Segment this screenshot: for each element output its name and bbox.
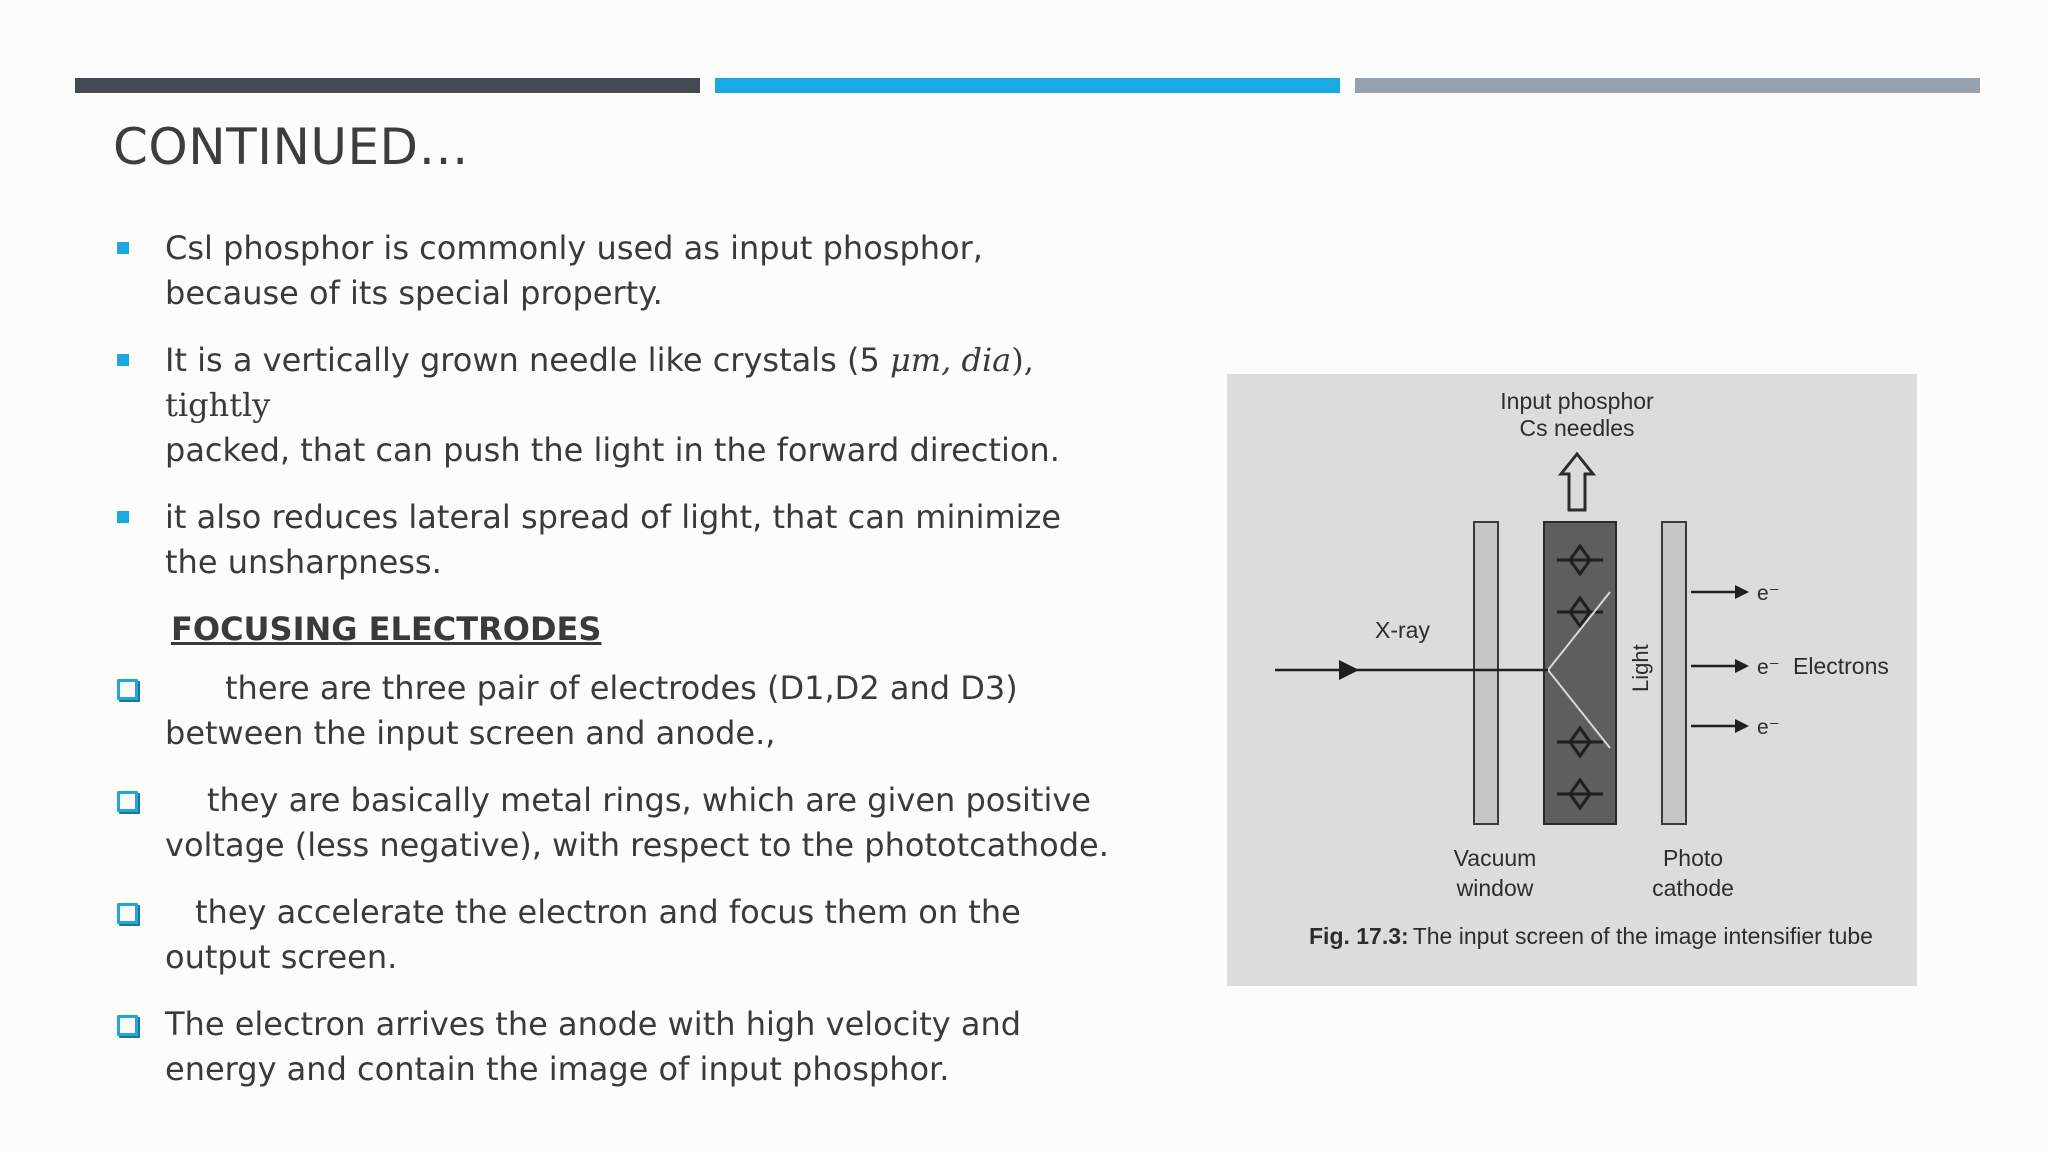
- bullet-text: packed, that can push the light in the forward direction.: [165, 431, 1060, 469]
- photocathode-plate: [1662, 522, 1686, 824]
- caption-number: Fig. 17.3:: [1309, 923, 1409, 949]
- section-heading: FOCUSING ELECTRODES: [171, 610, 602, 648]
- checkbox-bullet-icon: [117, 1015, 138, 1036]
- bullet-text: they are basically metal rings, which are given positive voltage (less negative), with respect to the phototcathode.: [165, 781, 1109, 864]
- label-electron-3: e⁻: [1757, 716, 1780, 739]
- square-bullet-icon: [117, 242, 129, 254]
- label-vacuum: Vacuum: [1453, 845, 1537, 871]
- bullet-item: [113, 666, 1113, 756]
- label-input-phosphor: Input phosphor: [1500, 388, 1654, 414]
- bullet-text: It is a vertically grown needle like crystals (5: [165, 341, 890, 379]
- bullet-item: [113, 226, 1113, 316]
- bullet-item: [113, 338, 1113, 473]
- electron-arrowheads: [1735, 585, 1749, 733]
- bullet-item: [113, 778, 1113, 868]
- diagram-figure: [1227, 374, 1917, 986]
- label-electron-1: e⁻: [1757, 582, 1780, 605]
- label-window: window: [1456, 875, 1534, 901]
- bullet-text: ), tightly: [165, 341, 1034, 424]
- electron-arrows: [1691, 592, 1737, 726]
- caption-text: The input screen of the image intensifier tube: [1412, 923, 1873, 949]
- vacuum-window-plate: [1474, 522, 1498, 824]
- checkbox-bullet-icon: [117, 679, 138, 700]
- label-xray: X-ray: [1375, 617, 1430, 643]
- bullet-item: [113, 495, 1113, 585]
- label-electrons: Electrons: [1793, 653, 1889, 679]
- bullet-item: [113, 1002, 1113, 1092]
- bullet-text: The electron arrives the anode with high velocity and energy and contain the image of input phosphor.: [165, 1005, 1022, 1088]
- bullet-text: Csl phosphor is commonly used as input phosphor, because of its special property.: [165, 229, 983, 312]
- label-photo: Photo: [1662, 845, 1724, 871]
- square-bullet-icon: [117, 354, 129, 366]
- header-bar-blue: [715, 78, 1340, 93]
- xray-arrow-icon: [1339, 660, 1359, 680]
- checkbox-bullet-icon: [117, 791, 138, 812]
- figure-caption: [1309, 923, 1873, 949]
- math-expression: μm, dia: [889, 341, 1012, 379]
- label-cathode: cathode: [1652, 875, 1734, 901]
- label-cs-needles: Cs needles: [1519, 415, 1635, 441]
- header-bar-dark: [75, 78, 700, 93]
- label-electron-2: e⁻: [1757, 656, 1780, 679]
- bullet-text: they accelerate the electron and focus them on the output screen.: [165, 893, 1021, 976]
- image-intensifier-diagram: [1227, 374, 1917, 986]
- label-light: Light: [1628, 644, 1653, 692]
- slide-title: CONTINUED…: [113, 118, 470, 176]
- header-bar-gray: [1355, 78, 1980, 93]
- bullet-text: there are three pair of electrodes (D1,D2 and D3) between the input screen and anode.,: [165, 669, 1018, 752]
- slide-content: [113, 226, 1113, 1114]
- bullet-text: it also reduces lateral spread of light, that can minimize the unsharpness.: [165, 498, 1062, 581]
- up-arrow-icon: [1561, 454, 1593, 510]
- square-bullet-icon: [117, 511, 129, 523]
- bullet-item: [113, 890, 1113, 980]
- checkbox-bullet-icon: [117, 903, 138, 924]
